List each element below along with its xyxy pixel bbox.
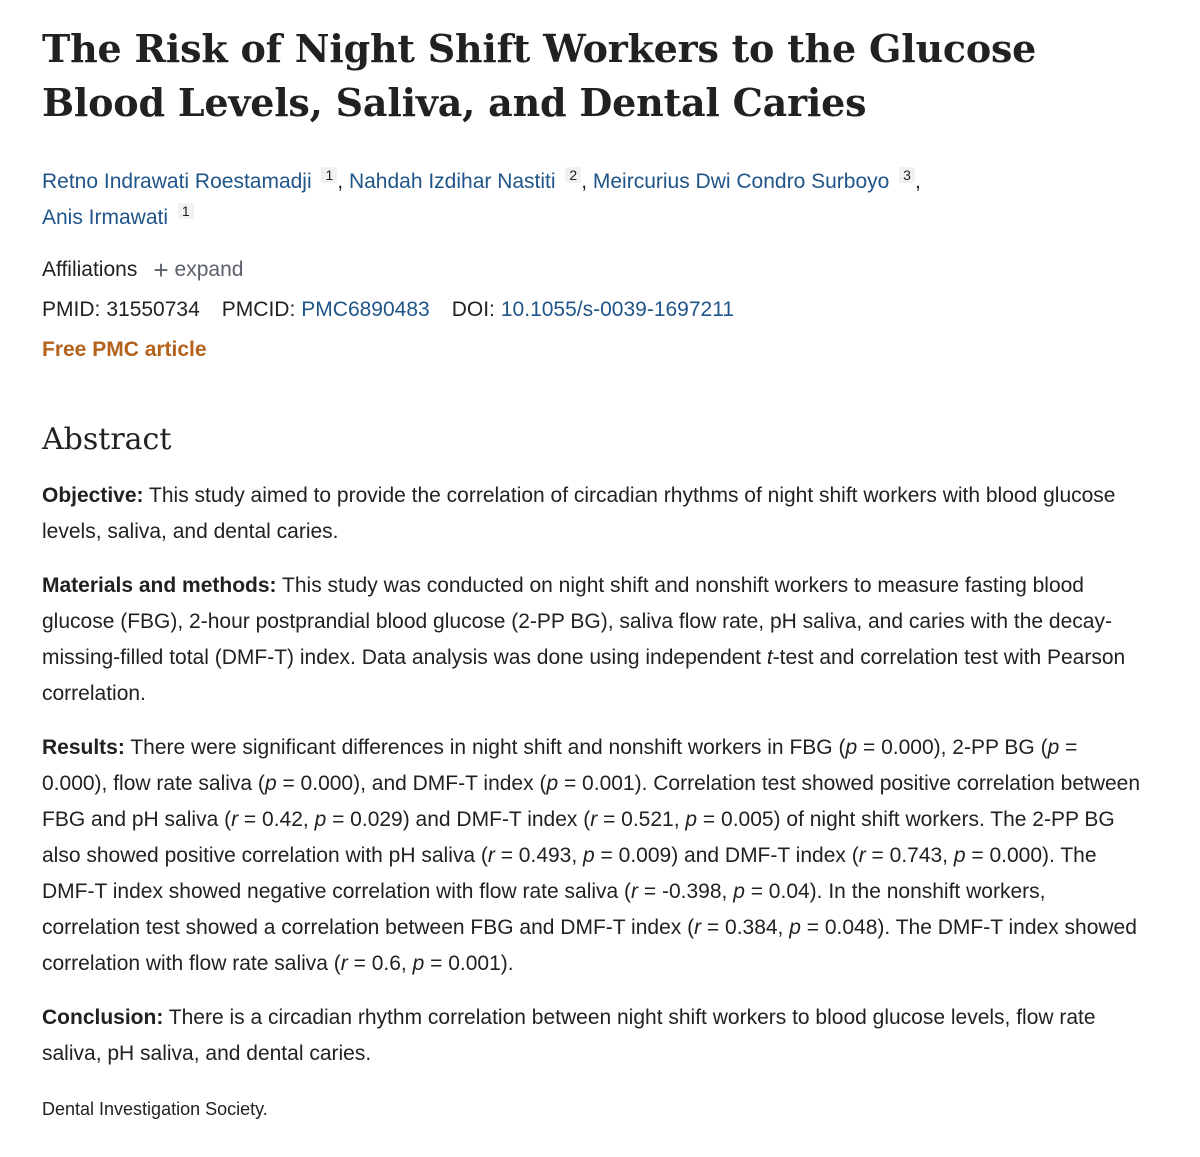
results-italic: p	[953, 844, 966, 867]
plus-icon: +	[153, 255, 169, 285]
results-segment: = 0.009) and DMF-T index (	[594, 844, 859, 867]
affiliation-marker[interactable]: 2	[565, 167, 581, 183]
results-italic: r	[340, 952, 348, 975]
results-italic: r	[694, 916, 702, 939]
results-italic: p	[685, 808, 698, 831]
abstract-objective	[42, 478, 1142, 550]
abstract-heading: Abstract	[42, 422, 172, 457]
free-pmc-article-link[interactable]: Free PMC article	[42, 338, 207, 361]
conclusion-text: There is a circadian rhythm correlation between night shift workers to blood glucose levels, flow rate saliva, pH saliva, and dental caries.	[42, 1006, 1096, 1065]
results-segment: = 0.029) and DMF-T index (	[326, 808, 591, 831]
affiliation-marker[interactable]: 1	[178, 203, 194, 219]
results-italic: p	[546, 772, 559, 795]
results-segment: = 0.384,	[701, 916, 790, 939]
doi-label: DOI:	[451, 298, 495, 321]
results-segment: = 0.42,	[238, 808, 315, 831]
results-italic: r	[487, 844, 495, 867]
methods-text-end: -test and correlation test with Pearson correlation.	[42, 646, 1126, 705]
results-segment: = 0.000), 2-PP BG (	[857, 736, 1048, 759]
affiliations-label: Affiliations	[42, 258, 138, 281]
results-segment: = 0.521,	[597, 808, 686, 831]
results-segment: = 0.04). In the nonshift workers, correlation test showed a correlation between FBG and DMF-T index (	[42, 880, 1046, 939]
pmid-label: PMID:	[42, 298, 101, 321]
results-segment: = 0.743,	[865, 844, 954, 867]
expand-label: expand	[174, 258, 244, 281]
results-italic: p	[845, 736, 858, 759]
results-italic: p	[1047, 736, 1060, 759]
results-segment: = 0.000), and DMF-T index (	[276, 772, 547, 795]
results-italic: r	[231, 808, 239, 831]
results-segment: = 0.005) of night shift workers. The 2-PP BG also showed positive correlation with pH saliva (	[42, 808, 1115, 867]
results-italic: p	[583, 844, 595, 867]
pmcid-label: PMCID:	[221, 298, 296, 321]
author-list: Retno Indrawati Roestamadji 1 , Nahdah Izdihar Nastiti 2 , Meircurius Dwi Condro Surboyo 3 , Anis Irmawati 1	[42, 167, 921, 229]
author-link[interactable]: Nahdah Izdihar Nastiti	[348, 170, 556, 193]
results-segment: = 0.001).	[424, 952, 514, 975]
methods-text: This study was conducted on night shift and nonshift workers to measure fasting blood glucose (FBG), 2-hour postprandial blood glucose (2-PP BG), saliva flow rate, pH saliva, and caries with the decay-missing-filled total (DMF-T) index. Data analysis was done using independent	[42, 574, 1112, 669]
results-italic: p	[733, 880, 745, 903]
doi-link[interactable]: 10.1055/s-0039-1697211	[500, 298, 735, 321]
results-segment: = 0.000). The DMF-T index showed negative correlation with flow rate saliva (	[42, 844, 1097, 903]
author-link[interactable]: Anis Irmawati	[42, 206, 169, 229]
results-segment: = 0.000), flow rate saliva (	[42, 736, 1078, 795]
affiliations-row	[42, 250, 1142, 290]
methods-label: Materials and methods:	[42, 574, 277, 597]
author-link[interactable]: Meircurius Dwi Condro Surboyo	[592, 170, 890, 193]
article-page	[42, 22, 1142, 1124]
results-italic: r	[631, 880, 639, 903]
results-segment: = 0.493,	[494, 844, 584, 867]
results-label: Results:	[42, 736, 125, 759]
objective-text: This study aimed to provide the correlation of circadian rhythms of night shift workers with blood glucose levels, saliva, and dental caries.	[42, 484, 1116, 543]
results-italic: p	[314, 808, 327, 831]
results-italic: p	[264, 772, 277, 795]
abstract-methods	[42, 568, 1142, 712]
affiliation-marker[interactable]: 3	[899, 167, 915, 183]
results-text	[42, 736, 1140, 975]
results-italic: r	[858, 844, 866, 867]
results-segment: = 0.001). Correlation test showed positive correlation between FBG and pH saliva (	[42, 772, 1141, 831]
abstract-conclusion	[42, 1000, 1142, 1072]
conclusion-label: Conclusion:	[42, 1006, 164, 1029]
identifiers-row	[42, 290, 1142, 330]
results-segment: = 0.048). The DMF-T index showed correlation with flow rate saliva (	[42, 916, 1137, 975]
results-italic: p	[789, 916, 801, 939]
methods-italic: t	[766, 646, 773, 669]
results-segment: = -0.398,	[638, 880, 734, 903]
author-link[interactable]: Retno Indrawati Roestamadji	[42, 170, 312, 193]
affiliation-marker[interactable]: 1	[321, 167, 337, 183]
article-title: The Risk of Night Shift Workers to the Glucose Blood Levels, Saliva, and Dental Caries	[42, 26, 1037, 125]
results-segment: There were significant differences in night shift and nonshift workers in FBG (	[130, 736, 846, 759]
objective-label: Objective:	[42, 484, 144, 507]
affiliations-expand-button[interactable]	[153, 250, 243, 290]
results-italic: p	[412, 952, 425, 975]
pmcid-link[interactable]: PMC6890483	[301, 298, 430, 321]
results-italic: r	[590, 808, 598, 831]
pmid-value: 31550734	[106, 298, 200, 321]
results-segment: = 0.6,	[347, 952, 413, 975]
copyright-text: Dental Investigation Society.	[42, 1099, 268, 1119]
abstract-results	[42, 730, 1142, 982]
